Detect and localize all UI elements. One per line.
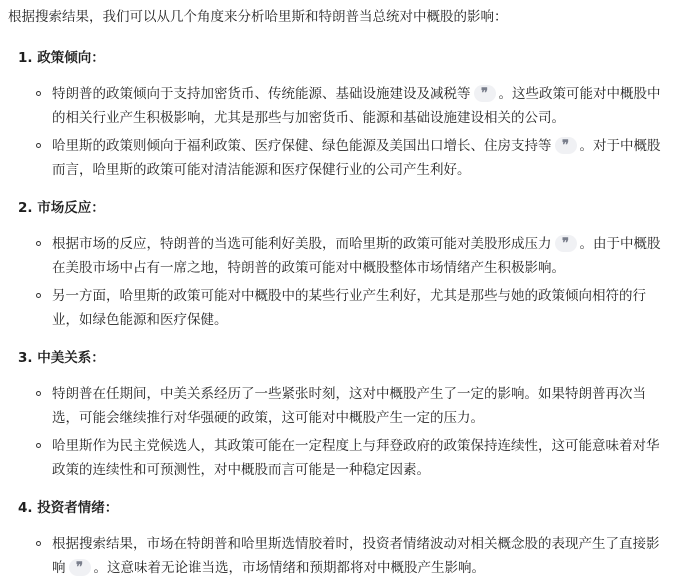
section-title: 1. 政策倾向： <box>18 50 105 66</box>
citation-quote-icon[interactable]: ❞ <box>555 235 577 252</box>
list-item <box>8 532 666 580</box>
bullet-icon <box>36 443 41 448</box>
point-text-continued: 。这意味着无论谁当选，市场情绪和预期都将对中概股产生影响。 <box>93 560 485 576</box>
point-list <box>8 232 666 332</box>
bullet-icon <box>36 91 41 96</box>
section-title: 3. 中美关系： <box>18 350 105 366</box>
section-title: 2. 市场反应： <box>18 200 105 216</box>
citation-quote-icon[interactable]: ❞ <box>555 137 577 154</box>
point-list <box>8 82 666 182</box>
list-item <box>8 284 666 332</box>
point-text: 根据市场的反应，特朗普的当选可能利好美股，而哈里斯的政策可能对美股形成压力 <box>52 236 552 252</box>
list-item <box>8 82 666 130</box>
bullet-icon <box>36 293 41 298</box>
section-market <box>8 198 666 332</box>
citation-quote-icon[interactable]: ❞ <box>69 559 91 576</box>
section-title: 4. 投资者情绪： <box>18 500 119 516</box>
intro-text: 根据搜索结果，我们可以从几个角度来分析哈里斯和特朗普当总统对中概股的影响： <box>8 9 508 25</box>
point-text: 根据搜索结果，市场在特朗普和哈里斯选情胶着时，投资者情绪波动对相关概念股的表现产生了直接影响 <box>52 536 660 576</box>
list-item <box>8 232 666 280</box>
point-list <box>8 532 666 580</box>
bullet-icon <box>36 391 41 396</box>
bullet-icon <box>36 143 41 148</box>
point-text-continued: 。对于中概股而言，哈里斯的政策可能对清洁能源和医疗保健行业的公司产生利好。 <box>52 138 661 178</box>
point-text-continued: 。由于中概股在美股市场中占有一席之地，特朗普的政策可能对中概股整体市场情绪产生积极影响。 <box>52 236 661 276</box>
point-text: 哈里斯作为民主党候选人，其政策可能在一定程度上与拜登政府的政策保持连续性，这可能意味着对华政策的连续性和可预测性，对中概股而言可能是一种稳定因素。 <box>52 438 660 478</box>
point-text-continued: 。这些政策可能对中概股中的相关行业产生积极影响，尤其是那些与加密货币、能源和基础设施建设相关的公司。 <box>52 86 661 126</box>
point-list <box>8 382 666 482</box>
section-policy <box>8 48 666 182</box>
point-text: 特朗普在任期间，中美关系经历了一些紧张时刻，这对中概股产生了一定的影响。如果特朗普再次当选，可能会继续推行对华强硬的政策，这可能对中概股产生一定的压力。 <box>52 386 646 426</box>
list-item <box>8 382 666 430</box>
point-text: 特朗普的政策倾向于支持加密货币、传统能源、基础设施建设及减税等 <box>52 86 471 102</box>
citation-quote-icon[interactable]: ❞ <box>474 85 496 102</box>
list-item <box>8 434 666 482</box>
bullet-icon <box>36 541 41 546</box>
list-item <box>8 134 666 182</box>
point-text: 哈里斯的政策则倾向于福利政策、医疗保健、绿色能源及美国出口增长、住房支持等 <box>52 138 552 154</box>
section-relations <box>8 348 666 482</box>
bullet-icon <box>36 241 41 246</box>
point-text: 另一方面，哈里斯的政策可能对中概股中的某些行业产生利好，尤其是那些与她的政策倾向相符的行业，如绿色能源和医疗保健。 <box>52 288 646 328</box>
